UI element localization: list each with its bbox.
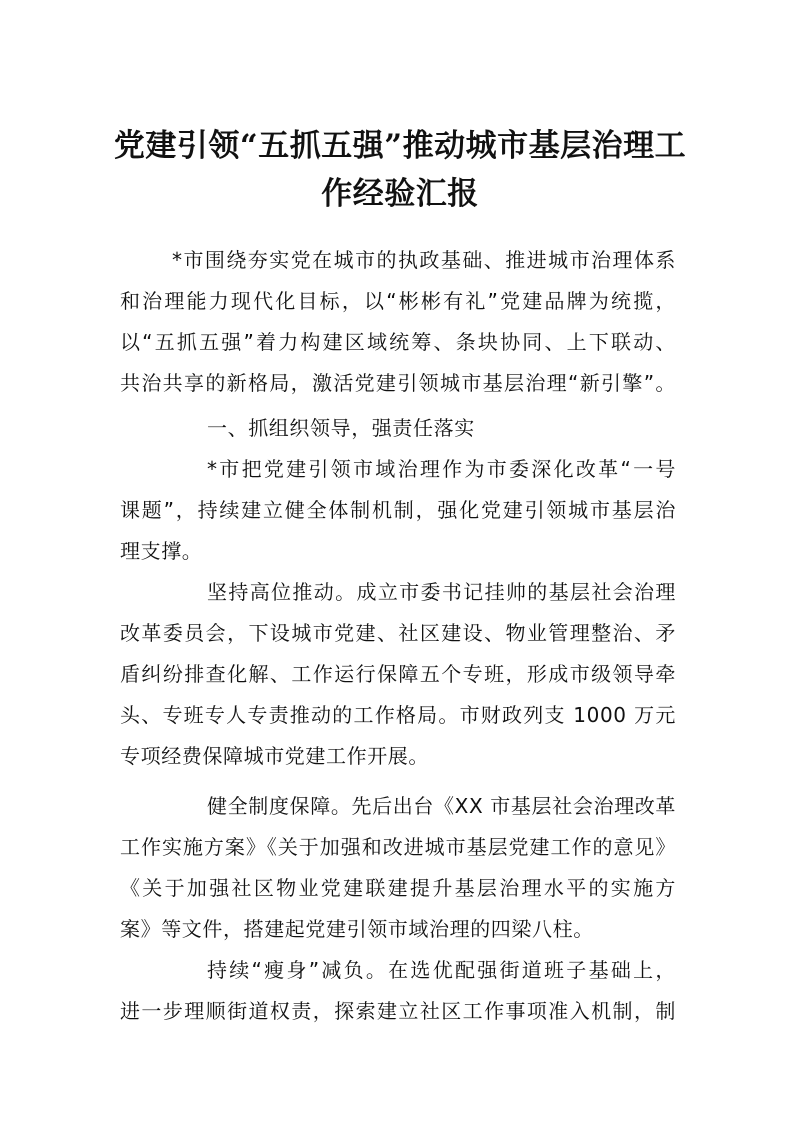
paragraph-4-line-2: 工作实施方案》《关于加强和改进城市基层党建工作的意见》	[120, 835, 676, 859]
paragraph-4-line-1: 健全制度保障。先后出台《XX 市基层社会治理改革	[207, 794, 676, 818]
paragraph-3-line-3: 盾纠纷排查化解、工作运行保障五个专班，形成市级领导牵	[120, 662, 676, 686]
paragraph-1-line-4: 共治共享的新格局，激活党建引领城市基层治理“新引擎”。	[120, 371, 676, 395]
paragraph-3-line-2: 改革委员会，下设城市党建、社区建设、物业管理整治、矛	[120, 621, 676, 645]
document-title-line-1: 党建引领“五抓五强”推动城市基层治理工	[113, 128, 687, 164]
paragraph-5-line-2: 进一步理顺街道权责，探索建立社区工作事项准入机制，制	[120, 999, 676, 1023]
paragraph-5-line-1: 持续“瘦身”减负。在选优配强街道班子基础上，	[207, 958, 676, 982]
paragraph-4-line-3: 《关于加强社区物业党建联建提升基层治理水平的实施方	[120, 876, 676, 900]
document-title-line-2: 作经验汇报	[321, 176, 479, 212]
paragraph-2-line-1: *市把党建引领市域治理作为市委深化改革“一号	[207, 457, 676, 481]
paragraph-2-line-2: 课题”，持续建立健全体制机制，强化党建引领城市基层治	[120, 498, 676, 522]
paragraph-1-line-1: *市围绕夯实党在城市的执政基础、推进城市治理体系	[172, 248, 676, 272]
paragraph-3-line-1: 坚持高位推动。成立市委书记挂帅的基层社会治理	[207, 580, 676, 604]
paragraph-1-line-2: 和治理能力现代化目标，以“彬彬有礼”党建品牌为统揽，	[120, 289, 676, 313]
paragraph-1-line-3: 以“五抓五强”着力构建区域统筹、条块协同、上下联动、	[120, 330, 676, 354]
paragraph-3-line-5: 专项经费保障城市党建工作开展。	[120, 744, 429, 768]
paragraph-3-line-4: 头、专班专人专责推动的工作格局。市财政列支 1000 万元	[120, 703, 676, 727]
section-heading-1: 一、抓组织领导，强责任落实	[207, 416, 475, 440]
paragraph-2-line-3: 理支撑。	[120, 539, 203, 563]
paragraph-4-line-4: 案》等文件，搭建起党建引领市域治理的四梁八柱。	[120, 917, 594, 941]
